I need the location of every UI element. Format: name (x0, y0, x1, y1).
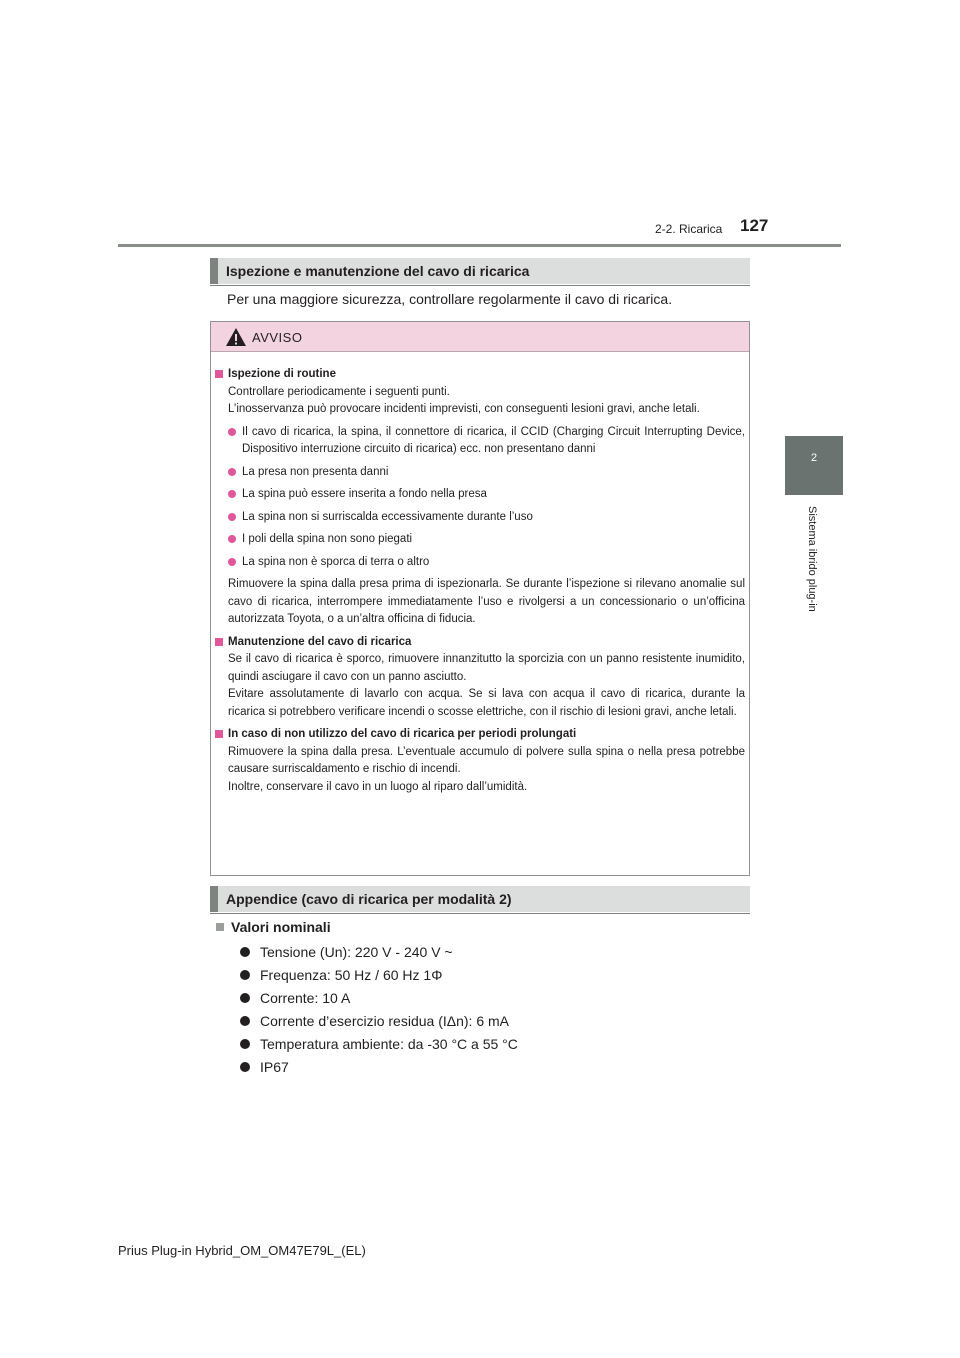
routine-text-2: L’inosservanza può provocare incidenti imprevisti, con conseguenti lesioni gravi, anche letali. (228, 403, 700, 415)
header-section: 2-2. Ricarica (655, 222, 723, 236)
section-heading-appendix (210, 886, 750, 912)
spec-item: Temperatura ambiente: da -30 °C a 55 °C (240, 1033, 740, 1056)
warning-triangle-icon (225, 327, 247, 347)
section-heading-text: Appendice (cavo di ricarica per modalità 2) (226, 891, 512, 907)
spec-item: Frequenza: 50 Hz / 60 Hz 1Φ (240, 964, 740, 987)
list-item: Il cavo di ricarica, la spina, il connettore di ricarica, il CCID (Charging Circuit Interrupting Device, Dispositivo interruzione circuito di ricarica) ecc. non presentano danni (215, 424, 745, 459)
warning-content (215, 363, 745, 796)
spec-list (240, 941, 740, 1079)
subheading-routine: Ispezione di routine (215, 366, 745, 384)
storage-text-1: Rimuovere la spina dalla presa. L’eventuale accumulo di polvere sulla spina o nella presa potrebbe causare surriscaldamento e rischio di incendi. (228, 745, 745, 775)
spec-item: IP67 (240, 1056, 740, 1079)
spec-heading-text: Valori nominali (231, 919, 331, 935)
spec-item: Tensione (Un): 220 V - 240 V ~ (240, 941, 740, 964)
list-item: La spina non è sporca di terra o altro (215, 554, 745, 572)
routine-closing: Rimuovere la spina dalla presa prima di ispezionarla. Se durante l’ispezione si rilevano anomalie sul cavo di ricarica, interrompere immediatamente l’uso e rivolgersi a un concessionario o un’officina autorizzata Toyota, o a un’altra officina di fiducia. (228, 578, 745, 625)
routine-text-1: Controllare periodicamente i seguenti punti. (228, 385, 450, 398)
section-heading-inspection (210, 258, 750, 284)
subheading-storage: In caso di non utilizzo del cavo di ricarica per periodi prolungati (215, 726, 745, 744)
maintenance-text-2: Evitare assolutamente di lavarlo con acqua. Se si lava con acqua il cavo di ricarica, durante la ricarica si potrebbero verificare incendi o scosse elettriche, con il rischio di lesioni gravi, anche letali. (228, 688, 745, 718)
header-rule (118, 244, 841, 247)
footer-doc-id: Prius Plug-in Hybrid_OM_OM47E79L_(EL) (118, 1243, 366, 1258)
spec-item: Corrente d’esercizio residua (IΔn): 6 mA (240, 1010, 740, 1033)
chapter-tab (785, 436, 843, 495)
list-item: La spina può essere inserita a fondo nella presa (215, 486, 745, 504)
list-item: La presa non presenta danni (215, 464, 745, 482)
warning-title: AVVISO (252, 330, 303, 345)
spec-heading (215, 919, 331, 935)
storage-text-2: Inoltre, conservare il cavo in un luogo al riparo dall’umidità. (228, 780, 528, 793)
intro-paragraph: Per una maggiore sicurezza, controllare regolarmente il cavo di ricarica. (227, 291, 673, 307)
spec-item: Corrente: 10 A (240, 987, 740, 1010)
page-number: 127 (740, 216, 769, 235)
maintenance-text-1: Se il cavo di ricarica è sporco, rimuovere innanzitutto la sporcizia con un panno resistente inumidito, quindi asciugare il cavo con un panno asciutto. (228, 653, 745, 683)
chapter-tab-number: 2 (810, 452, 818, 464)
section-heading-text: Ispezione e manutenzione del cavo di ricarica (226, 263, 530, 279)
subheading-maintenance: Manutenzione del cavo di ricarica (215, 634, 745, 652)
list-item: La spina non si surriscalda eccessivamente durante l’uso (215, 509, 745, 527)
chapter-tab-label: Sistema ibrido plug-in (806, 506, 818, 612)
list-item: I poli della spina non sono piegati (215, 531, 745, 549)
